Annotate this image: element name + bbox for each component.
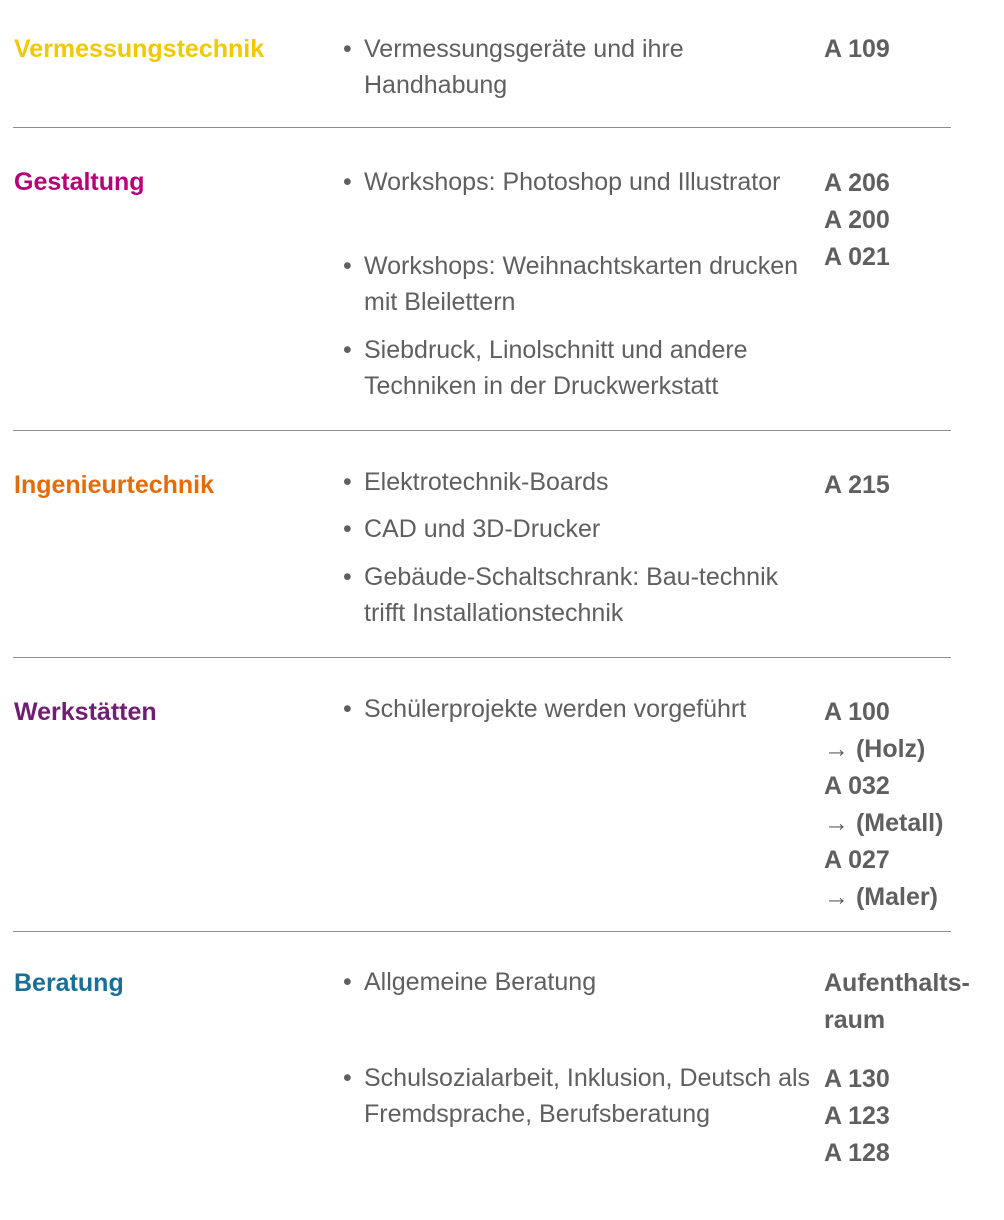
room-list — [824, 31, 890, 68]
list-item — [343, 511, 813, 547]
item-text: CAD und 3D-Drucker — [364, 515, 601, 543]
room-number: A 021 — [824, 243, 890, 271]
item-text: Vermessungsgeräte und ihre Handhabung — [364, 35, 684, 99]
room-number: A 027 — [824, 846, 890, 874]
room-number: A 215 — [824, 471, 890, 499]
list-item — [343, 1060, 813, 1132]
subject-heading: Werkstätten — [14, 698, 157, 726]
bullet: • — [343, 35, 352, 63]
divider — [13, 931, 951, 932]
bullet: • — [343, 515, 352, 543]
room-number: A 206 — [824, 169, 890, 197]
room-workshop-label: → (Holz) — [824, 735, 926, 763]
subject-heading: Vermessungstechnik — [14, 35, 265, 63]
room-list — [824, 467, 890, 504]
room-number: A 200 — [824, 206, 890, 234]
item-text: Siebdruck, Linolschnitt und andere Techniken in der Druckwerkstatt — [364, 336, 748, 400]
room-workshop-label: → (Metall) — [824, 809, 944, 837]
room-name: Aufenthalts-​raum — [824, 969, 970, 1034]
list-item — [343, 164, 813, 200]
room-number: A 032 — [824, 772, 890, 800]
room-number: A 128 — [824, 1139, 890, 1167]
bullet: • — [343, 968, 352, 996]
divider — [13, 430, 951, 431]
list-item — [343, 332, 813, 404]
bullet: • — [343, 1064, 352, 1092]
item-text: Gebäude-Schaltschrank: Bau-technik trifft Installationstechnik — [364, 563, 779, 627]
room-number: A 109 — [824, 35, 890, 63]
room-workshop-label: → (Maler) — [824, 883, 938, 911]
bullet: • — [343, 252, 352, 280]
bullet: • — [343, 336, 352, 364]
bullet: • — [343, 695, 352, 723]
subject-heading: Beratung — [14, 969, 124, 997]
room-number: A 130 — [824, 1065, 890, 1093]
item-text: Elektrotechnik-Boards — [364, 468, 609, 496]
room-list — [824, 694, 943, 916]
list-item — [343, 964, 813, 1000]
list-item — [343, 559, 813, 631]
item-text: Workshops: Weihnachtskarten drucken mit Bleilettern — [364, 252, 799, 316]
subject-heading: Gestaltung — [14, 168, 145, 196]
item-text: Schülerprojekte werden vorgeführt — [364, 695, 747, 723]
room-list — [824, 1061, 890, 1172]
divider — [13, 127, 951, 128]
bullet: • — [343, 168, 352, 196]
divider — [13, 657, 951, 658]
list-item — [343, 464, 813, 500]
bullet: • — [343, 468, 352, 496]
subject-heading: Ingenieurtechnik — [14, 471, 215, 499]
room-list — [824, 965, 984, 1039]
list-item — [343, 31, 813, 103]
bullet: • — [343, 563, 352, 591]
list-item — [343, 691, 813, 727]
item-text: Schulsozialarbeit, Inklusion, Deutsch als Fremdsprache, Berufsberatung — [364, 1064, 811, 1128]
item-text: Allgemeine Beratung — [364, 968, 597, 996]
item-text: Workshops: Photoshop und Illustrator — [364, 168, 781, 196]
room-list — [824, 165, 890, 276]
room-number: A 123 — [824, 1102, 890, 1130]
list-item — [343, 248, 813, 320]
room-number: A 100 — [824, 698, 890, 726]
